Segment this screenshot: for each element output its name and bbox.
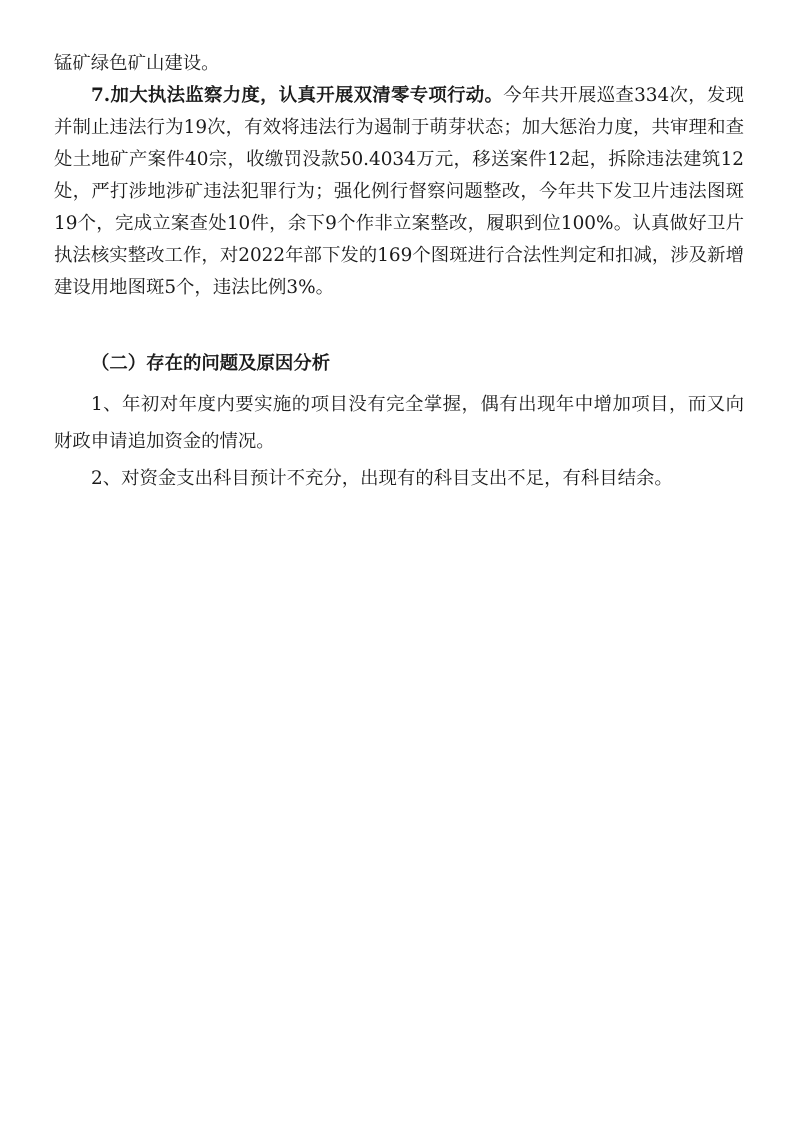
item-7-heading: 7.加大执法监察力度，认真开展双清零专项行动。: [91, 85, 504, 106]
continuation-text: 锰矿绿色矿山建设。: [54, 53, 220, 74]
item-7-body: 今年共开展巡查334次，发现并制止违法行为19次，有效将违法行为遏制于萌芽状态；加大惩治力度，共审理和查处土地矿产案件40宗，收缴罚没款50.4034万元，移送案件12起，拆除违法建筑12处，严打涉地涉矿违法犯罪行为；强化例行督察问题整改，今年共下发卫片违法图斑19个，完成立案查处10件，余下9个作非立案整改，履职到位100%。认真做好卫片执法核实整改工作，对2022年部下发的169个图斑进行合法性判定和扣减，涉及新增建设用地图斑5个，违法比例3%。: [54, 85, 744, 298]
item-7-paragraph: [54, 80, 744, 304]
section-2-heading: （二）存在的问题及原因分析: [91, 353, 331, 374]
issue-item-2: 2、对资金支出科目预计不充分，出现有的科目支出不足，有科目结余。: [91, 468, 673, 489]
document-body: [54, 48, 744, 497]
issue-item-1: 1、年初对年度内要实施的项目没有完全掌握，偶有出现年中增加项目，而又向财政申请追加资金的情况。: [54, 394, 744, 452]
continuation-paragraph: [54, 48, 744, 80]
